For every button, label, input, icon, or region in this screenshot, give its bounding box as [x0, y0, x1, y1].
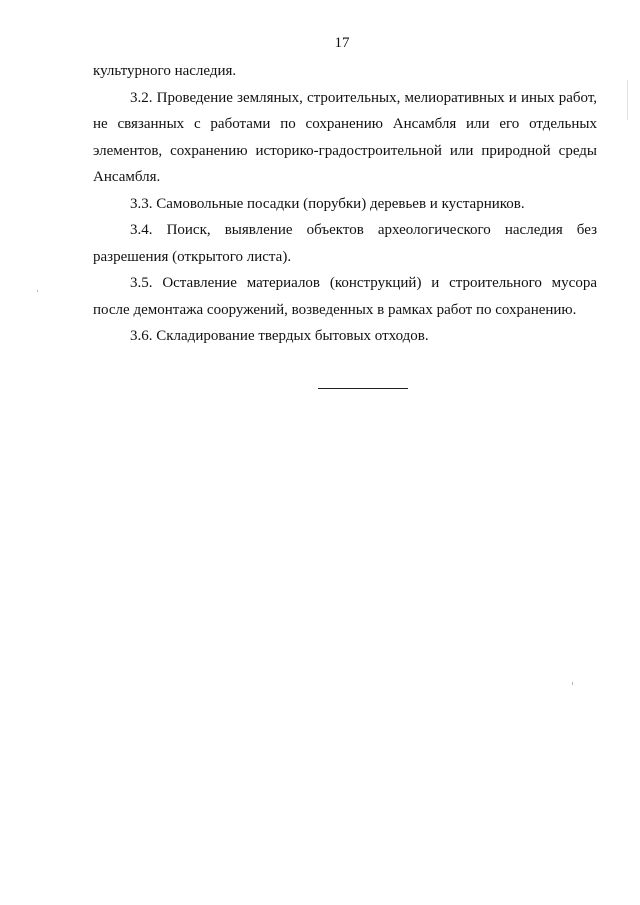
paragraph-3-6: 3.6. Складирование твердых бытовых отходов.: [130, 328, 429, 344]
scan-edge-shadow: [627, 80, 628, 120]
scan-speck: [572, 682, 573, 685]
document-body: [93, 58, 597, 350]
paragraph-3-4: 3.4. Поиск, выявление объектов археологического наследия без разрешения (открытого листа).: [93, 222, 597, 265]
scan-speck: [37, 290, 38, 292]
end-of-text-rule: [318, 388, 408, 389]
paragraph-3-3: 3.3. Самовольные посадки (порубки) деревьев и кустарников.: [130, 195, 525, 212]
paragraph-3-5: 3.5. Оставление материалов (конструкций) и строительного мусора после демонтажа сооружений, возведенных в рамках работ по сохранению.: [93, 275, 597, 318]
paragraph-continuation: культурного наследия.: [93, 63, 237, 79]
paragraph-3-2: 3.2. Проведение земляных, строительных, мелиоративных и иных работ, не связанных с работами по сохранению Ансамбля или его отдельных элементов, сохранению историко-градостроительной или природной среды Ансамбля.: [93, 89, 597, 185]
page-number: 17: [334, 35, 350, 51]
